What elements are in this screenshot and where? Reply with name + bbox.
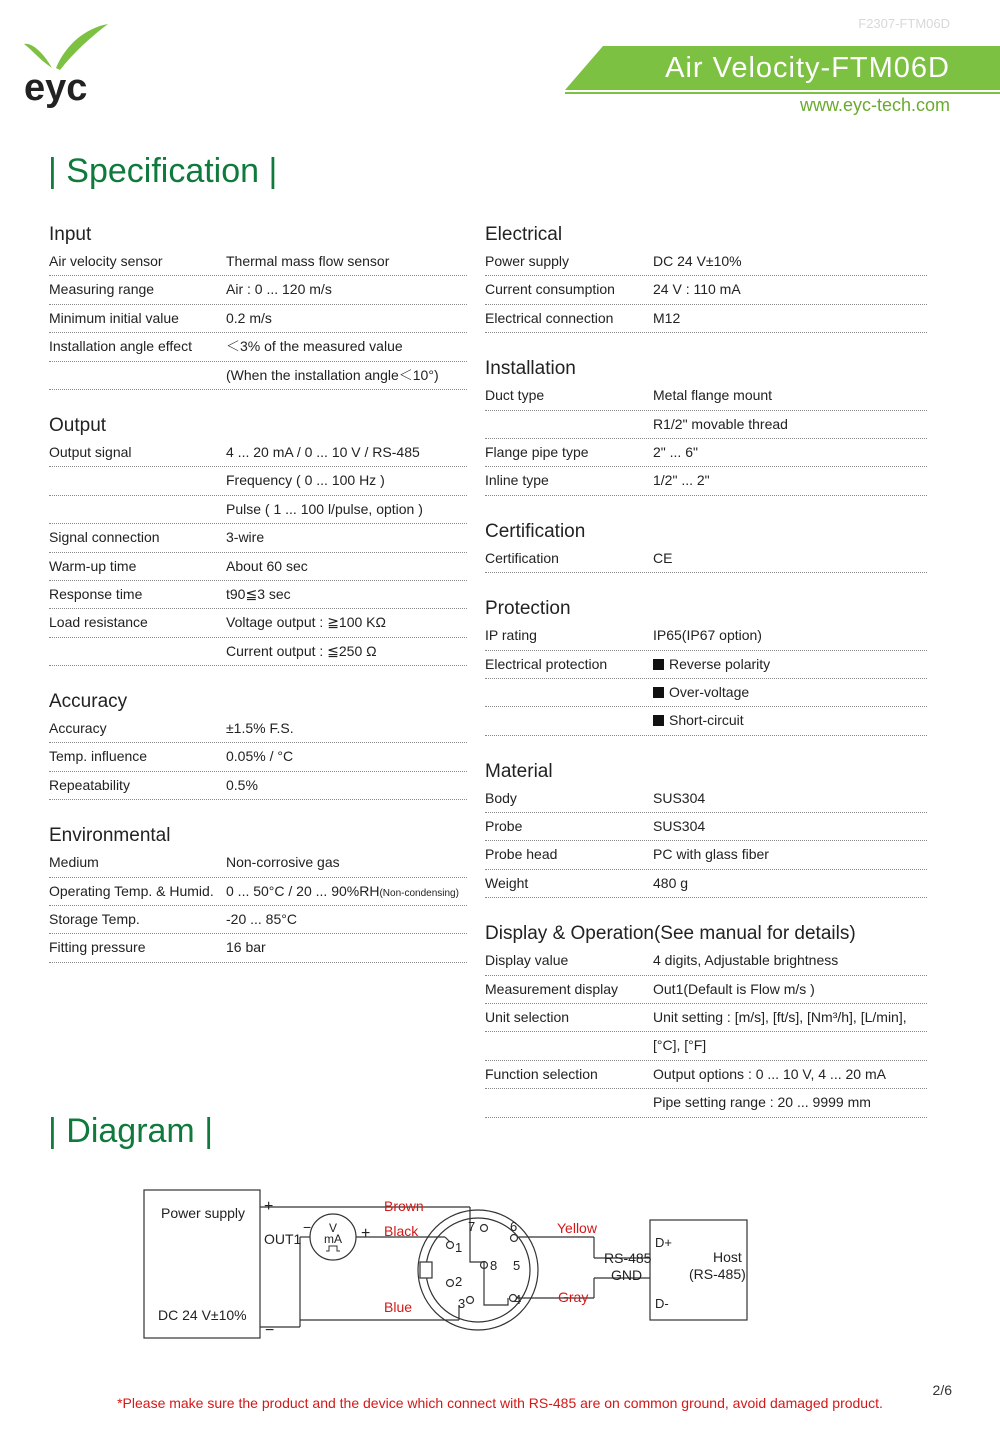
spec-label: Probe bbox=[485, 818, 523, 835]
spec-value-text: SUS304 bbox=[653, 818, 706, 835]
spec-value-text: 0.2 m/s bbox=[226, 309, 272, 326]
spec-group-material bbox=[485, 758, 927, 899]
spec-value bbox=[226, 524, 264, 551]
spec-value-text: 0.5% bbox=[226, 776, 258, 793]
spec-label: Body bbox=[485, 789, 517, 806]
square-bullet-icon bbox=[653, 715, 664, 726]
meter-minus: − bbox=[303, 1219, 312, 1235]
spec-value-text: About 60 sec bbox=[226, 557, 308, 574]
spec-value bbox=[226, 276, 332, 303]
spec-row bbox=[49, 849, 467, 877]
spec-label: Function selection bbox=[485, 1065, 598, 1082]
product-title: Air Velocity-FTM06D bbox=[665, 52, 950, 84]
spec-row bbox=[49, 553, 467, 581]
pin-3: 3 bbox=[458, 1296, 466, 1311]
power-supply-label: Power supply bbox=[161, 1205, 246, 1221]
spec-value-text: -20 ... 85°C bbox=[226, 911, 297, 928]
spec-value bbox=[653, 1061, 886, 1088]
spec-group-title: Protection bbox=[485, 598, 571, 620]
spec-row bbox=[485, 841, 927, 869]
spec-value-text: (When the installation angle＜10°) bbox=[226, 366, 439, 383]
meter-plus: + bbox=[361, 1225, 371, 1242]
spec-value bbox=[226, 743, 293, 770]
spec-row bbox=[49, 276, 467, 304]
spec-value-text: Over-voltage bbox=[669, 683, 750, 700]
pin-7: 7 bbox=[468, 1219, 476, 1234]
spec-value bbox=[226, 333, 403, 360]
spec-value-text: 4 ... 20 mA / 0 ... 10 V / RS-485 bbox=[226, 443, 420, 460]
spec-value-text: R1/2" movable thread bbox=[653, 415, 788, 432]
spec-label: Measuring range bbox=[49, 281, 155, 298]
spec-row bbox=[485, 651, 927, 679]
logo-text: eyc bbox=[24, 67, 88, 109]
d-plus-label: D+ bbox=[655, 1235, 672, 1250]
spec-value-text: 4 digits, Adjustable brightness bbox=[653, 952, 839, 969]
spec-value bbox=[226, 772, 258, 799]
spec-group-title: Display & Operation(See manual for details) bbox=[485, 923, 856, 945]
spec-group-display-operation-see-manual-for-details bbox=[485, 920, 927, 1117]
spec-label: Storage Temp. bbox=[49, 911, 140, 928]
document-code: F2307-FTM06D bbox=[858, 16, 950, 31]
spec-label: Weight bbox=[485, 874, 529, 891]
spec-value-text: Pipe setting range : 20 ... 9999 mm bbox=[653, 1094, 871, 1111]
spec-label: Electrical connection bbox=[485, 309, 614, 326]
spec-label: Accuracy bbox=[49, 720, 107, 737]
spec-row bbox=[485, 248, 927, 276]
page-number: 2/6 bbox=[932, 1382, 952, 1398]
spec-label: Fitting pressure bbox=[49, 939, 146, 956]
spec-value-text: [°C], [°F] bbox=[653, 1037, 707, 1054]
spec-value bbox=[226, 439, 420, 466]
spec-label: Output signal bbox=[49, 443, 132, 460]
spec-row bbox=[485, 545, 927, 573]
spec-value-text: Thermal mass flow sensor bbox=[226, 253, 390, 269]
spec-value-text: Non-corrosive gas bbox=[226, 854, 340, 871]
spec-row bbox=[485, 679, 927, 707]
spec-label: Display value bbox=[485, 952, 569, 969]
spec-value bbox=[653, 707, 744, 734]
spec-value bbox=[226, 248, 389, 275]
spec-group-accuracy bbox=[49, 688, 467, 800]
spec-label: Inline type bbox=[485, 472, 549, 489]
eyc-logo bbox=[22, 20, 112, 110]
spec-group-title: Certification bbox=[485, 520, 586, 542]
spec-label: Warm-up time bbox=[49, 557, 137, 574]
spec-group-installation bbox=[485, 355, 927, 496]
spec-value bbox=[653, 545, 672, 572]
spec-value-text: Unit setting : [m/s], [ft/s], [Nm³/h], [L/min], bbox=[653, 1009, 907, 1026]
website-link[interactable]: www.eyc-tech.com bbox=[799, 95, 950, 115]
spec-value-text: Reverse polarity bbox=[669, 655, 771, 672]
host-label: Host bbox=[713, 1249, 742, 1265]
spec-value-text: SUS304 bbox=[653, 789, 706, 806]
spec-row bbox=[485, 870, 927, 898]
out1-label: OUT1 bbox=[264, 1231, 302, 1247]
spec-label: Signal connection bbox=[49, 529, 160, 546]
spec-value bbox=[653, 651, 770, 678]
wire-black: Black bbox=[384, 1223, 419, 1239]
banner-underline bbox=[565, 92, 1000, 94]
spec-group-title: Material bbox=[485, 760, 553, 782]
spec-label: Air velocity sensor bbox=[49, 253, 163, 269]
spec-value-text: 24 V : 110 mA bbox=[653, 281, 741, 298]
spec-group-title: Environmental bbox=[49, 825, 171, 847]
wire-brown: Brown bbox=[384, 1198, 424, 1214]
spec-value bbox=[653, 382, 772, 409]
spec-value bbox=[653, 870, 688, 897]
spec-value bbox=[226, 934, 266, 961]
spec-value bbox=[653, 976, 815, 1003]
spec-row bbox=[49, 439, 467, 467]
spec-row bbox=[485, 411, 927, 439]
wire-yellow: Yellow bbox=[557, 1220, 597, 1236]
spec-row bbox=[49, 581, 467, 609]
spec-label: Response time bbox=[49, 585, 143, 602]
spec-value-text: 3-wire bbox=[226, 529, 265, 546]
spec-label: Electrical protection bbox=[485, 655, 608, 672]
spec-label: Installation angle effect bbox=[49, 338, 192, 355]
spec-label: Operating Temp. & Humid. bbox=[49, 882, 214, 899]
spec-value-text: 16 bar bbox=[226, 939, 266, 956]
pin-1: 1 bbox=[455, 1240, 463, 1255]
spec-value bbox=[653, 248, 742, 275]
dc-voltage-label: DC 24 V±10% bbox=[158, 1307, 247, 1323]
spec-value bbox=[653, 679, 749, 706]
spec-label: Unit selection bbox=[485, 1009, 570, 1026]
spec-label: Medium bbox=[49, 854, 99, 871]
wiring-diagram bbox=[0, 1180, 1000, 1360]
spec-value-text: CE bbox=[653, 549, 673, 566]
spec-value-text: IP65(IP67 option) bbox=[653, 627, 762, 644]
spec-value bbox=[226, 467, 385, 494]
spec-value-text: Metal flange mount bbox=[653, 387, 773, 404]
spec-value bbox=[226, 305, 272, 332]
spec-value-text: PC with glass fiber bbox=[653, 846, 769, 863]
spec-row bbox=[49, 772, 467, 800]
pin-8: 8 bbox=[490, 1258, 498, 1273]
spec-value bbox=[653, 622, 762, 649]
minus-terminal: − bbox=[265, 1322, 275, 1339]
spec-value-text: ±1.5% F.S. bbox=[226, 720, 294, 737]
spec-row bbox=[49, 878, 467, 906]
pin-6: 6 bbox=[510, 1219, 518, 1234]
spec-row bbox=[49, 524, 467, 552]
spec-label: Measurement display bbox=[485, 980, 619, 997]
spec-value bbox=[653, 1004, 907, 1031]
spec-row bbox=[49, 638, 467, 666]
spec-group-title: Accuracy bbox=[49, 691, 128, 713]
spec-label: Probe head bbox=[485, 846, 558, 863]
pin-2: 2 bbox=[455, 1274, 463, 1289]
spec-value-text: 0.05% / °C bbox=[226, 748, 294, 765]
spec-value bbox=[653, 1089, 871, 1116]
spec-group-electrical bbox=[485, 221, 927, 333]
spec-row bbox=[485, 707, 927, 735]
spec-value-text: 480 g bbox=[653, 874, 689, 891]
spec-row bbox=[485, 467, 927, 495]
spec-group-input bbox=[49, 221, 467, 390]
spec-label: IP rating bbox=[485, 627, 537, 644]
spec-group-title: Installation bbox=[485, 358, 576, 380]
spec-row bbox=[485, 1089, 927, 1117]
warning-note: *Please make sure the product and the device which connect with RS-485 are on common ground, avoid damaged product. bbox=[117, 1395, 883, 1411]
spec-label: Duct type bbox=[485, 387, 545, 404]
spec-value-text: Out1(Default is Flow m/s ) bbox=[653, 980, 815, 997]
spec-row bbox=[485, 382, 927, 410]
spec-value bbox=[653, 785, 705, 812]
spec-label: Minimum initial value bbox=[49, 309, 179, 326]
spec-value-text: Current output : ≦250 Ω bbox=[226, 642, 377, 659]
spec-value bbox=[653, 305, 680, 332]
spec-label: Temp. influence bbox=[49, 748, 148, 765]
spec-label: Current consumption bbox=[485, 281, 615, 298]
spec-value bbox=[226, 609, 386, 636]
spec-row bbox=[49, 906, 467, 934]
spec-value-text: t90≦3 sec bbox=[226, 585, 291, 602]
gnd-label: GND bbox=[611, 1267, 643, 1283]
rs485-label: RS-485 bbox=[604, 1250, 652, 1266]
spec-group-certification bbox=[485, 518, 927, 573]
pin-4: 4 bbox=[514, 1292, 522, 1307]
square-bullet-icon bbox=[653, 687, 664, 698]
spec-value-text: Voltage output : ≧100 KΩ bbox=[226, 614, 386, 631]
spec-row bbox=[49, 248, 467, 276]
spec-row bbox=[49, 305, 467, 333]
spec-row bbox=[49, 496, 467, 524]
spec-value-text: DC 24 V±10% bbox=[653, 253, 742, 269]
spec-value-text: 1/2" ... 2" bbox=[653, 472, 710, 489]
spec-group-output bbox=[49, 412, 467, 666]
spec-row bbox=[49, 333, 467, 361]
d-minus-label: D- bbox=[655, 1296, 669, 1311]
spec-row bbox=[485, 813, 927, 841]
spec-value bbox=[226, 581, 291, 608]
spec-value bbox=[653, 439, 698, 466]
spec-value-text: Frequency ( 0 ... 100 Hz ) bbox=[226, 472, 385, 489]
spec-label: Flange pipe type bbox=[485, 443, 589, 460]
spec-value-text: M12 bbox=[653, 309, 681, 326]
spec-value bbox=[653, 841, 769, 868]
spec-row bbox=[485, 1061, 927, 1089]
spec-value bbox=[653, 467, 710, 494]
spec-row bbox=[485, 276, 927, 304]
spec-value-text: 0 ... 50°C / 20 ... 90%RH bbox=[226, 882, 380, 899]
spec-value-text: Pulse ( 1 ... 100 l/pulse, option ) bbox=[226, 500, 423, 517]
specification-heading: | Specification | bbox=[48, 152, 278, 190]
square-bullet-icon bbox=[653, 659, 664, 670]
spec-label: Certification bbox=[485, 549, 559, 566]
spec-row bbox=[49, 467, 467, 495]
spec-value bbox=[653, 411, 788, 438]
plus-terminal: + bbox=[264, 1198, 274, 1215]
spec-value bbox=[653, 1032, 706, 1059]
spec-row bbox=[49, 934, 467, 962]
spec-value-text: Output options : 0 ... 10 V, 4 ... 20 mA bbox=[653, 1065, 886, 1082]
host-sub-label: (RS-485) bbox=[689, 1266, 746, 1282]
spec-group-title: Input bbox=[49, 224, 92, 245]
spec-value-text: Air : 0 ... 120 m/s bbox=[226, 281, 332, 298]
spec-label: Load resistance bbox=[49, 614, 148, 631]
spec-row bbox=[485, 439, 927, 467]
spec-group-protection bbox=[485, 595, 927, 736]
spec-row bbox=[49, 609, 467, 637]
spec-value bbox=[226, 362, 439, 389]
spec-value-text: 2" ... 6" bbox=[653, 443, 698, 460]
meter-v: V bbox=[328, 1221, 338, 1235]
spec-group-title: Electrical bbox=[485, 224, 563, 245]
spec-value bbox=[226, 638, 377, 665]
wire-blue: Blue bbox=[384, 1299, 413, 1315]
spec-row bbox=[485, 1032, 927, 1060]
spec-group-title: Output bbox=[49, 414, 107, 436]
spec-row bbox=[485, 1004, 927, 1032]
wire-gray: Gray bbox=[558, 1289, 589, 1305]
spec-value-text: ＜3% of the measured value bbox=[226, 338, 403, 355]
spec-label: Power supply bbox=[485, 253, 570, 269]
spec-right-column bbox=[485, 221, 927, 1140]
spec-row bbox=[485, 976, 927, 1004]
spec-value bbox=[226, 878, 459, 907]
spec-row bbox=[49, 715, 467, 743]
spec-value-note: (Non-condensing) bbox=[379, 887, 459, 899]
meter-ma: mA bbox=[324, 1232, 342, 1246]
spec-value bbox=[226, 906, 297, 933]
spec-value bbox=[226, 849, 340, 876]
spec-value bbox=[226, 553, 308, 580]
spec-value bbox=[226, 496, 423, 523]
spec-row bbox=[49, 362, 467, 390]
spec-value bbox=[226, 715, 294, 742]
spec-row bbox=[485, 622, 927, 650]
spec-group-environmental bbox=[49, 822, 467, 963]
spec-row bbox=[49, 743, 467, 771]
pin-5: 5 bbox=[513, 1258, 521, 1273]
spec-value bbox=[653, 276, 741, 303]
spec-value bbox=[653, 813, 705, 840]
spec-left-column bbox=[49, 221, 467, 985]
spec-label: Repeatability bbox=[49, 776, 130, 793]
spec-row bbox=[485, 305, 927, 333]
diagram-heading: | Diagram | bbox=[48, 1112, 214, 1150]
spec-value-text: Short-circuit bbox=[669, 712, 744, 729]
spec-row bbox=[485, 785, 927, 813]
spec-value bbox=[653, 947, 838, 974]
spec-row bbox=[485, 947, 927, 975]
